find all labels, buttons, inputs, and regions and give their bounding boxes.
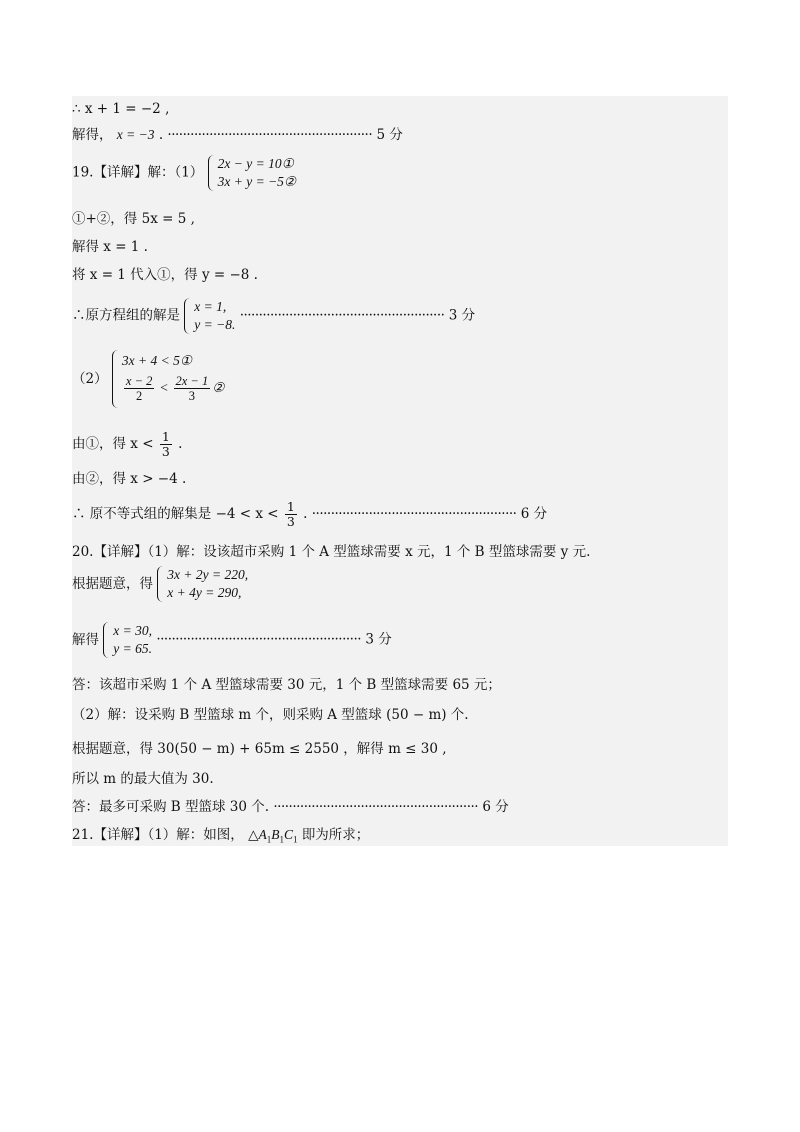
step: 所以 m 的最大值为 30.: [72, 771, 214, 787]
subscript: 1: [279, 834, 284, 845]
vertex: B: [271, 827, 280, 842]
denominator: 3: [188, 388, 195, 403]
text-line: [72, 126, 403, 144]
system-line: 3x + y = −5②: [217, 174, 297, 189]
label: 解得: [72, 632, 99, 648]
answer: 答：该超市采购 1 个 A 型篮球需要 30 元，1 个 B 型篮球需要 65 元；: [72, 677, 501, 693]
system-line: 2x − y = 10①: [217, 156, 294, 171]
system-line: y = −8.: [194, 317, 236, 332]
solution-system: [184, 298, 235, 334]
score: 6 分: [520, 506, 548, 522]
score: 6 分: [482, 799, 509, 815]
part-label: （2）: [72, 371, 108, 387]
system-line: x = 1,: [194, 299, 227, 314]
label: ∴原方程组的解是: [72, 307, 180, 324]
text-line: [72, 622, 392, 658]
triangle-symbol: △A: [248, 827, 267, 842]
step: 由②，得 x > −4 .: [72, 471, 187, 487]
text-line: [72, 100, 169, 118]
numerator: 2x − 1: [175, 373, 209, 388]
step: ∴ 原不等式组的解集是 −4 < x <: [72, 506, 279, 522]
score: 3 分: [448, 307, 476, 324]
system-line: x + 4y = 290,: [167, 585, 242, 600]
score: 3 分: [365, 631, 392, 648]
step: 将 x = 1 代入①，得 y = −8 .: [72, 267, 258, 283]
text-line: [72, 566, 248, 602]
question-label: 19.【详解】解：（1）: [72, 164, 204, 181]
text-line: [72, 266, 258, 284]
numerator: 1: [161, 429, 170, 444]
q19-part2: [72, 350, 224, 408]
text-line: [72, 238, 148, 256]
equation: ∴ x + 1 = −2 ,: [72, 101, 170, 117]
subscript: 1: [293, 834, 298, 845]
text-line: [72, 676, 501, 694]
step: （2）解：设采购 B 型篮球 m 个，则采购 A 型篮球 (50 − m) 个.: [72, 707, 469, 723]
step: 根据题意，得 30(50 − m) + 65m ≤ 2550 ，解得 m ≤ 30 ,: [72, 741, 447, 757]
text-line: [72, 430, 182, 459]
system-line: x = 30,: [113, 623, 153, 638]
leader-dots: ······················································: [167, 127, 373, 143]
text-line: [72, 470, 186, 488]
punct: .: [158, 127, 164, 143]
leader-dots: ······················································: [239, 307, 445, 324]
leader-dots: ······················································: [311, 506, 517, 522]
score: 5 分: [376, 127, 403, 143]
step: 由①，得 x <: [72, 436, 154, 452]
denominator: 3: [161, 444, 170, 459]
text-line: [72, 740, 447, 758]
punct: .: [303, 506, 308, 522]
numerator: 1: [286, 499, 295, 514]
text-line: [72, 770, 214, 788]
leader-dots: ······················································: [273, 799, 479, 815]
punct: .: [178, 436, 183, 452]
question-label: 21.【详解】（1）解：如图，: [72, 827, 244, 843]
equation-system: [208, 155, 296, 191]
numerator: x − 2: [125, 373, 153, 388]
step: ①+②，得 5x = 5 ,: [72, 211, 195, 227]
denominator: 2: [136, 388, 143, 403]
system-line: 3x + 2y = 220,: [167, 567, 249, 582]
text-line: [72, 298, 475, 334]
text-line: [72, 706, 469, 724]
denominator: 3: [286, 514, 295, 529]
q19-header: [72, 155, 296, 191]
subscript: 1: [266, 834, 272, 845]
text-line: [72, 798, 509, 816]
question-label: 20.【详解】（1）解：设该超市采购 1 个 A 型篮球需要 x 元，1 个 B 型篮球需要 y 元.: [72, 544, 591, 560]
system-line: y = 65.: [113, 641, 153, 656]
label: 根据题意，得: [72, 576, 153, 592]
vertex: C: [284, 827, 294, 842]
text-line: [72, 210, 195, 228]
inequality-system: [112, 350, 224, 408]
system-line: 3x + 4 < 5①: [121, 353, 192, 368]
q20-header: [72, 543, 590, 561]
answer: 答：最多可采购 B 型篮球 30 个.: [72, 799, 270, 815]
leader-dots: ······················································: [156, 631, 362, 648]
text-line: [72, 500, 547, 529]
q21-header: [72, 826, 369, 849]
label: 解得，: [72, 127, 113, 143]
label: ②: [212, 380, 225, 395]
text: 即为所求；: [301, 827, 370, 843]
operator: <: [159, 380, 169, 395]
equation-system: [157, 566, 248, 602]
solution-system: [103, 622, 152, 658]
equation: x = −3: [116, 127, 155, 142]
step: 解得 x = 1 .: [72, 239, 148, 255]
